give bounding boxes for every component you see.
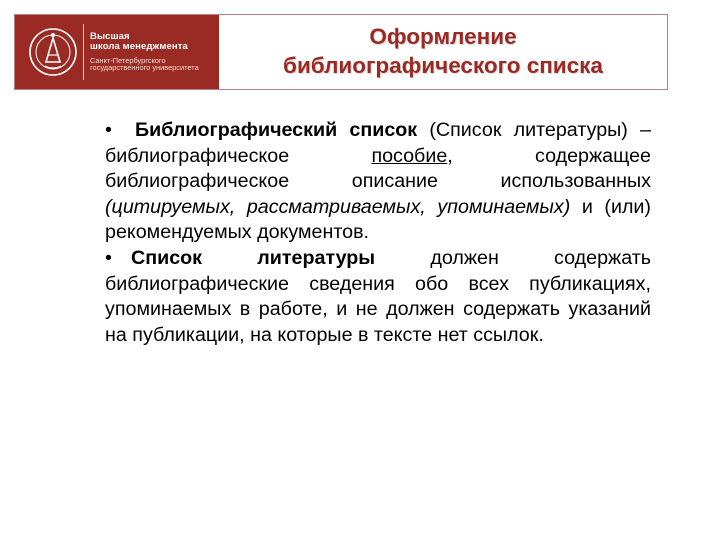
bullet-paragraph-2 — [105, 246, 651, 348]
underlined-term: пособие — [371, 144, 448, 167]
logo — [15, 15, 219, 89]
logo-name-line1: Высшая — [90, 30, 130, 42]
logo-name-line2: школа менеджмента — [90, 40, 188, 52]
slide-body — [105, 118, 651, 348]
text-segment: (Список литературы) – библиографическое — [105, 119, 651, 167]
text-segment: должен содержать библиографические сведения обо всех публикациях, упоминаемых в работе, и не должен содержать указаний на публикации, на которые в тексте нет ссылок. — [105, 246, 651, 346]
bullet-paragraph-1 — [105, 118, 651, 246]
logo-divider — [83, 24, 84, 80]
title-line2: библиографического списка — [283, 53, 603, 78]
logo-sub-line2: государственного университета — [90, 63, 199, 73]
text-segment: и (или) рекомендуемых документов. — [105, 195, 651, 244]
italic-segment: (цитируемых, рассматриваемых, упоминаемых) — [105, 195, 571, 218]
logo-text — [90, 32, 199, 72]
title-line1: Оформление — [369, 24, 517, 50]
university-emblem-icon — [27, 22, 79, 82]
slide-title — [219, 15, 667, 89]
logo-sub-line1: Санкт-Петербургского — [90, 55, 166, 65]
bullet-marker: • — [105, 246, 112, 269]
term-bold: Библиографический список — [135, 119, 418, 141]
slide-header — [14, 14, 668, 90]
text-segment: , содержащее библиографическое описание использованных — [105, 144, 651, 193]
bullet-marker: • — [105, 119, 112, 141]
term-bold: Список литературы — [131, 246, 376, 269]
